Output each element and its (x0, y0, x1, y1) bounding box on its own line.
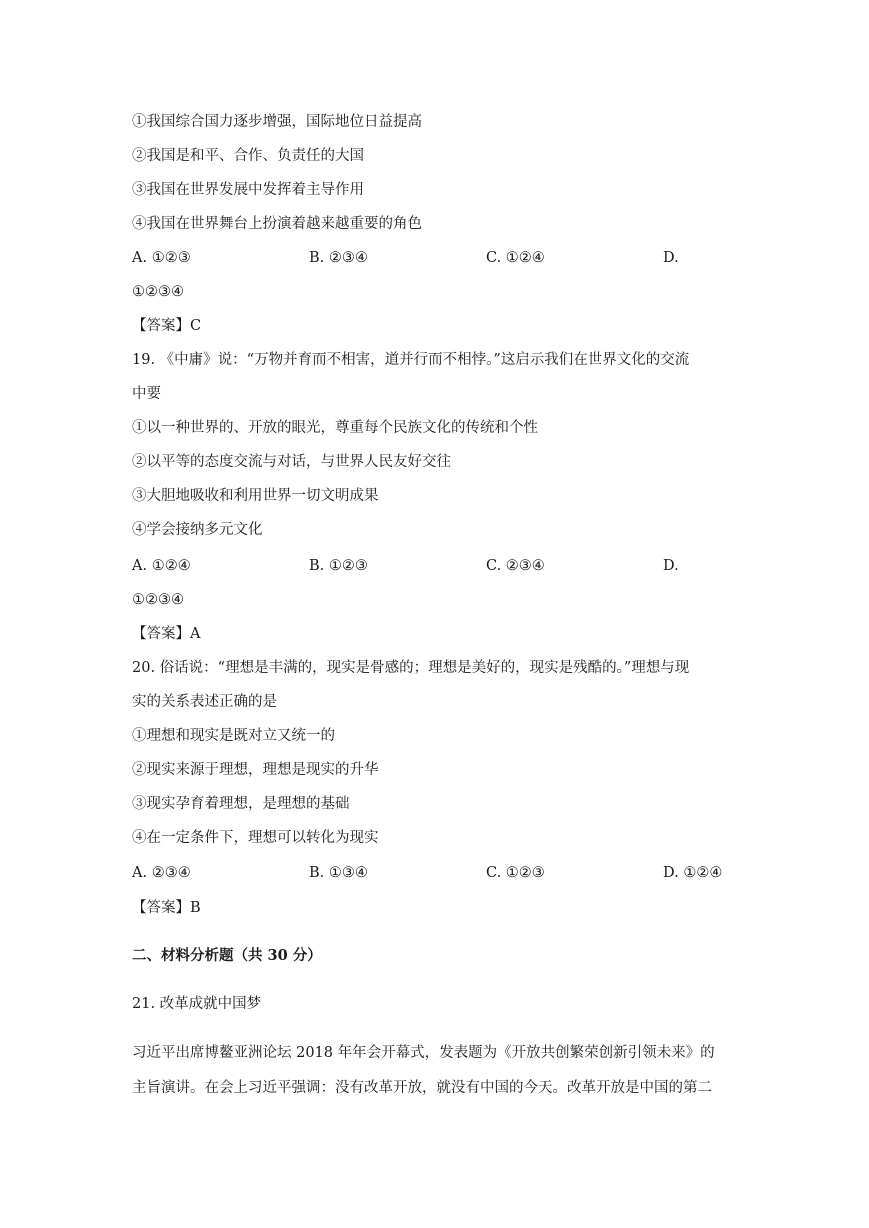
q21-paragraph-line-2: 主旨演讲。在会上习近平强调：没有改革开放，就没有中国的今天。改革开放是中国的第二 (132, 1080, 712, 1096)
q20-options (132, 863, 742, 883)
q18-option-b: B. ②③④ (309, 250, 368, 266)
q18-option-d-wrap: ①②③④ (132, 284, 184, 300)
q19-stem-line-1: 19. 《中庸》说：“万物并育而不相害，道并行而不相悖。”这启示我们在世界文化的交流 (132, 352, 690, 368)
q18-answer: 【答案】C (132, 318, 202, 334)
q20-option-a: A. ②③④ (132, 865, 191, 881)
q19-option-a: A. ①②④ (132, 558, 191, 574)
q18-option-d: D. (663, 250, 679, 266)
q18-item-2: ②我国是和平、合作、负责任的大国 (132, 148, 364, 164)
q18-options (132, 248, 742, 268)
q20-answer: 【答案】B (132, 900, 201, 916)
q19-item-4: ④学会接纳多元文化 (132, 522, 263, 538)
q19-item-3: ③大胆地吸收和利用世界一切文明成果 (132, 488, 379, 504)
q19-option-b: B. ①②③ (309, 558, 368, 574)
q19-options (132, 556, 742, 576)
q18-option-a: A. ①②③ (132, 250, 191, 266)
q18-option-c: C. ①②④ (486, 250, 545, 266)
q21-title: 21. 改革成就中国梦 (132, 996, 262, 1012)
q19-option-d-wrap: ①②③④ (132, 592, 184, 608)
q18-item-3: ③我国在世界发展中发挥着主导作用 (132, 182, 364, 198)
q19-option-d: D. (663, 558, 679, 574)
q19-item-2: ②以平等的态度交流与对话，与世界人民友好交往 (132, 454, 451, 470)
q20-option-d: D. ①②④ (663, 865, 723, 881)
q20-item-4: ④在一定条件下，理想可以转化为现实 (132, 830, 379, 846)
q20-stem-line-1: 20. 俗话说：“理想是丰满的，现实是骨感的；理想是美好的，现实是残酷的。”理想与现 (132, 660, 690, 676)
section-heading: 二、材料分析题（共 30 分） (132, 947, 322, 964)
q20-option-b: B. ①③④ (309, 865, 368, 881)
q19-item-1: ①以一种世界的、开放的眼光，尊重每个民族文化的传统和个性 (132, 420, 538, 436)
q20-option-c: C. ①②③ (486, 865, 545, 881)
q19-stem-line-2: 中要 (132, 386, 161, 402)
q18-item-1: ①我国综合国力逐步增强，国际地位日益提高 (132, 114, 422, 130)
q19-option-c: C. ②③④ (486, 558, 545, 574)
q20-item-1: ①理想和现实是既对立又统一的 (132, 728, 335, 744)
q20-stem-line-2: 实的关系表述正确的是 (132, 694, 277, 710)
q18-item-4: ④我国在世界舞台上扮演着越来越重要的角色 (132, 216, 422, 232)
q21-paragraph-line-1: 习近平出席博鳌亚洲论坛 2018 年年会开幕式，发表题为《开放共创繁荣创新引领未来》的 (132, 1045, 715, 1061)
q19-answer: 【答案】A (132, 626, 201, 642)
q20-item-3: ③现实孕育着理想，是理想的基础 (132, 796, 350, 812)
q20-item-2: ②现实来源于理想，理想是现实的升华 (132, 762, 379, 778)
